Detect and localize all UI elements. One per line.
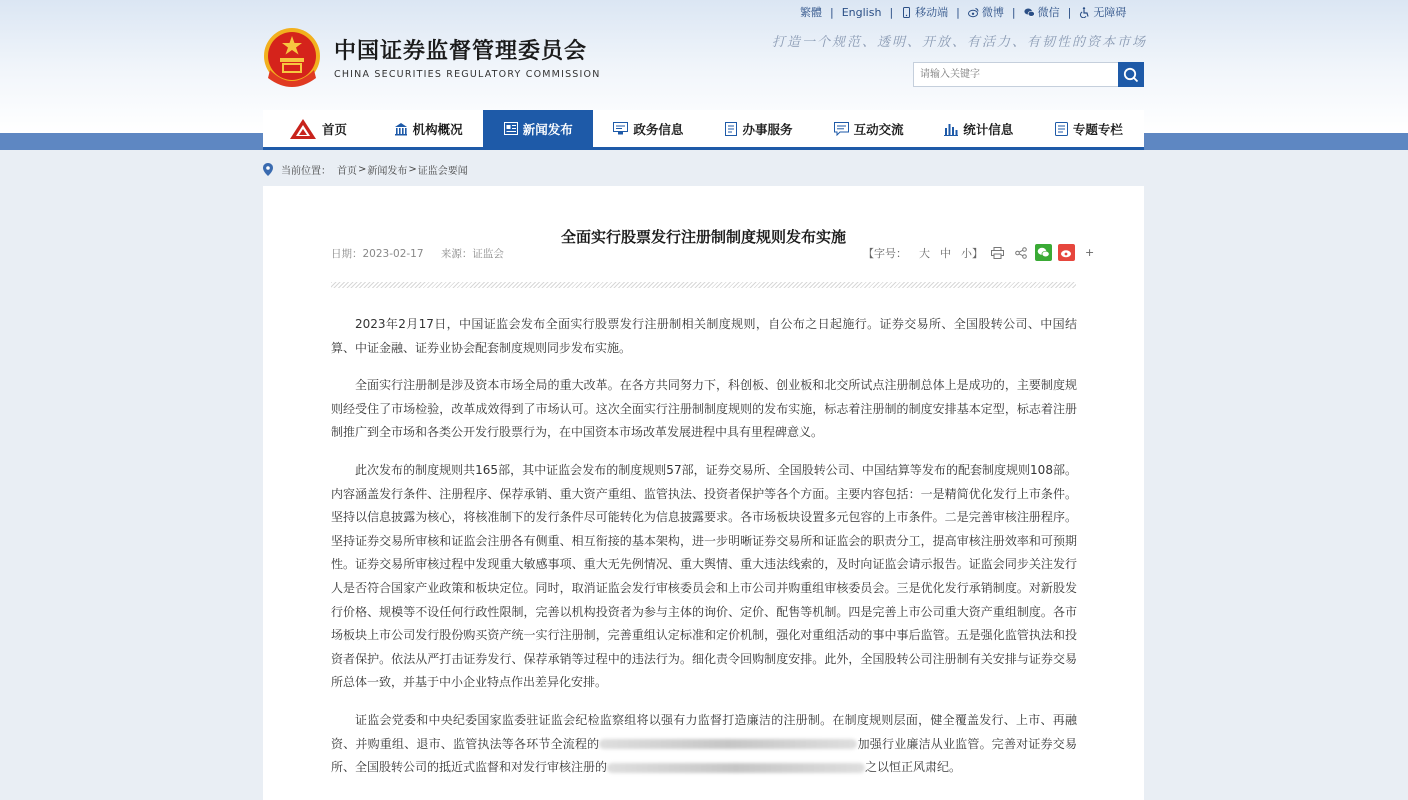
- nav-item-news[interactable]: 新闻发布: [483, 110, 593, 147]
- weibo-share-button[interactable]: [1058, 244, 1075, 261]
- search-button[interactable]: [1118, 62, 1144, 87]
- wechat-link[interactable]: 微信: [1024, 4, 1060, 20]
- article-source: 来源：证监会: [440, 248, 504, 260]
- notebook-icon: [1055, 122, 1068, 136]
- traditional-chinese-link[interactable]: 繁體: [800, 6, 822, 19]
- breadcrumb-home[interactable]: 首页: [337, 166, 357, 177]
- english-link[interactable]: English: [841, 5, 882, 19]
- wechat-icon: [1037, 247, 1050, 258]
- breadcrumb-label: 当前位置：: [281, 166, 331, 177]
- site-subtitle: CHINA SECURITIES REGULATORY COMMISSION: [334, 69, 601, 80]
- chat-icon: [834, 122, 849, 136]
- nav-item-special-topics[interactable]: 专题专栏: [1034, 110, 1144, 147]
- document-icon: [725, 122, 738, 136]
- bar-chart-icon: [944, 122, 958, 136]
- search-input[interactable]: [914, 63, 1119, 86]
- site-title: 中国证券监督管理委员会: [334, 39, 588, 64]
- article-meta: [331, 246, 518, 261]
- article-date: 日期：2023-02-17: [331, 248, 424, 260]
- national-emblem-icon: [262, 26, 322, 90]
- news-icon: [504, 122, 518, 135]
- breadcrumb: 当前位置： 首页 > 新闻发布 > 证监会要闻: [263, 162, 468, 177]
- nav-item-services[interactable]: 办事服务: [704, 110, 814, 147]
- font-size-medium[interactable]: 中: [940, 246, 951, 260]
- nav-item-institution[interactable]: 机构概况: [373, 110, 483, 147]
- blurred-text: [599, 739, 857, 749]
- font-size-small[interactable]: 小】: [961, 246, 983, 260]
- breadcrumb-news[interactable]: 新闻发布: [367, 166, 408, 177]
- paragraph: 2023年2月17日，中国证监会发布全面实行股票发行注册制相关制度规则，自公布之日起施行。证券交易所、全国股转公司、中国结算、中证金融、证券业协会配套制度规则同步发布实施。: [331, 317, 1077, 355]
- breadcrumb-csrc-news[interactable]: 证监会要闻: [417, 166, 468, 177]
- article-title: 全面实行股票发行注册制制度规则发布实施: [560, 228, 846, 246]
- share-icon: [1015, 247, 1027, 259]
- nav-item-government-info[interactable]: 政务信息: [593, 110, 703, 147]
- search-box: [913, 62, 1144, 87]
- article-tools: [863, 244, 1094, 261]
- article-body: [331, 313, 1077, 794]
- more-share-button[interactable]: +: [1085, 246, 1095, 259]
- font-size-label: 【字号：: [863, 246, 907, 260]
- mobile-icon: [901, 7, 912, 18]
- logo-icon: [289, 118, 317, 140]
- wechat-icon: [1024, 7, 1035, 18]
- search-icon: [1123, 67, 1139, 83]
- title-divider: [331, 282, 1076, 288]
- top-links: 繁體 | English | 移动端 | 微博 | 微信 | 无障碍: [800, 5, 1127, 19]
- paragraph: 此次发布的制度规则共165部，其中证监会发布的制度规则57部，证券交易所、全国股转公司、中国结算等发布的配套制度规则108部。内容涵盖发行条件、注册程序、保荐承销、重大资产重组、监管执法、投资者保护等各个方面。主要内容包括：一是精简优化发行上市条件。坚持以信息披露为核心，将核准制下的发行条件尽可能转化为信息披露要求。各市场板块设置多元包容的上市条件。二是完善审核注册程序。坚持证券交易所审核和证监会注册各有侧重、相互衔接的基本架构，进一步明晰证券交易所和证监会的职责分工，提高审核注册效率和可预期性。证券交易所审核过程中发现重大敏感事项、重大无先例情况、重大舆情、重大违法线索的，及时向证监会请示报告。证监会同步关注发行人是否符合国家产业政策和板块定位。同时，取消证监会发行审核委员会和上市公司并购重组审核委员会。三是优化发行承销制度。对新股发行价格、规模等不设任何行政性限制，完善以机构投资者为参与主体的询价、定价、配售等机制。四是完善上市公司重大资产重组制度。各市场板块上市公司发行股份购买资产统一实行注册制，完善重组认定标准和定价机制，强化对重组活动的事中事后监管。五是强化监管执法和投资者保护。依法从严打击证券发行、保荐承销等过程中的违法行为。细化责令回购制度安排。此外，全国股转公司注册制有关安排与证券交易所总体一致，并基于中小企业特点作出差异化安排。: [331, 462, 1077, 690]
- main-nav: [263, 110, 1144, 150]
- font-size-large[interactable]: 大: [919, 246, 930, 260]
- paragraph: 证监会党委和中央纪委国家监委驻证监会纪检监察组将以强有力监督打造廉洁的注册制。在制度规则层面，健全覆盖发行、上市、再融资、并购重组、退市、监管执法等各环节全流程的 加强行业廉洁从业监管。完善对证券交易所、全国股转公司的抵近式监督和对发行审核注册的 之以恒正风肃纪。: [331, 712, 1077, 775]
- monitor-icon: [613, 122, 628, 135]
- location-pin-icon: [263, 163, 273, 176]
- weibo-link[interactable]: 微博: [968, 4, 1004, 20]
- weibo-icon: [1060, 247, 1073, 258]
- nav-item-home[interactable]: 首页: [263, 110, 373, 147]
- building-icon: [394, 122, 408, 136]
- mobile-link[interactable]: 移动端: [901, 4, 948, 20]
- share-button[interactable]: [1012, 244, 1029, 261]
- blurred-text: [607, 763, 865, 773]
- accessibility-link[interactable]: 无障碍: [1079, 4, 1126, 20]
- accessibility-icon: [1079, 7, 1090, 18]
- nav-item-interaction[interactable]: 互动交流: [814, 110, 924, 147]
- slogan: 打造一个规范、透明、开放、有活力、有韧性的资本市场: [772, 35, 1148, 50]
- article-container: [263, 186, 1144, 800]
- nav-item-statistics[interactable]: 统计信息: [924, 110, 1034, 147]
- paragraph: 全面实行注册制是涉及资本市场全局的重大改革。在各方共同努力下，科创板、创业板和北交所试点注册制总体上是成功的，主要制度规则经受住了市场检验，改革成效得到了市场认可。这次全面实行注册制制度规则的发布实施，标志着注册制的制度安排基本定型，标志着注册制推广到全市场和各类公开发行股票行为，在中国资本市场改革发展进程中具有里程碑意义。: [331, 378, 1077, 440]
- print-icon: [991, 247, 1004, 259]
- weibo-icon: [968, 7, 979, 18]
- wechat-share-button[interactable]: [1035, 244, 1052, 261]
- print-button[interactable]: [989, 244, 1006, 261]
